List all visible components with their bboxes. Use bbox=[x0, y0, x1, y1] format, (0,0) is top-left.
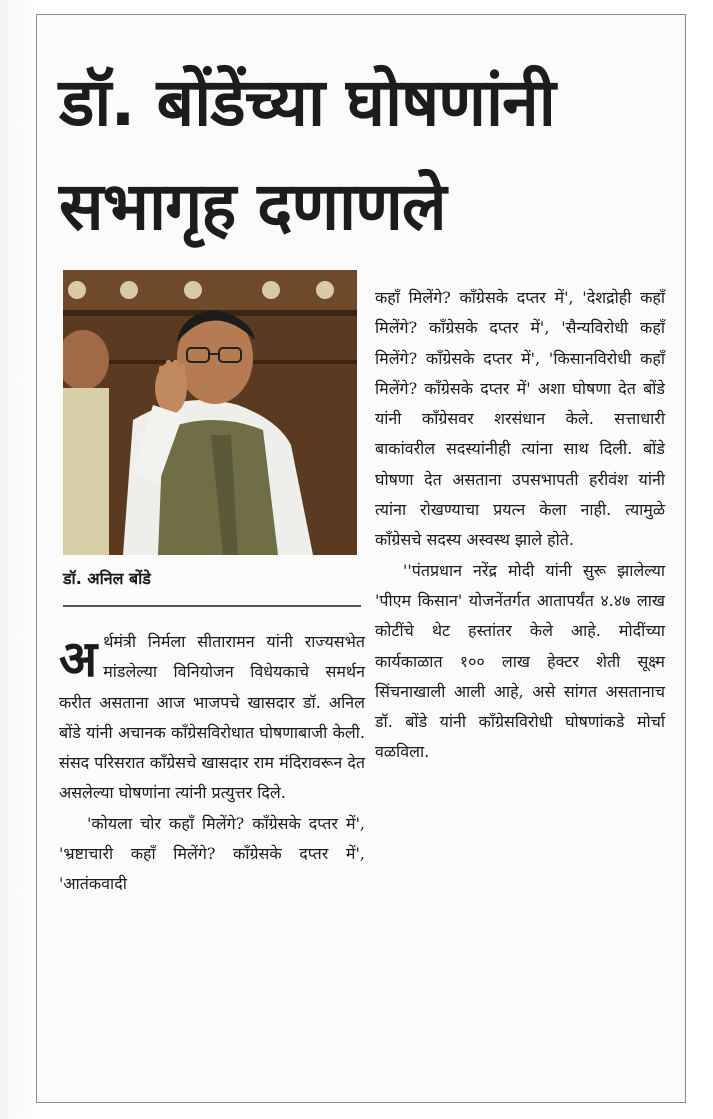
article-paragraph-1 bbox=[59, 627, 365, 809]
article-column-right bbox=[375, 283, 665, 768]
article-paragraph-2-continued: कहाँ मिलेंगे? काँग्रेसके दप्तर में', 'देशद्रोही कहाँ मिलेंगे? काँग्रेसके दप्तर में', 'सैन्यविरोधी कहाँ मिलेंगे? काँग्रेसके दप्तर में', 'किसानविरोधी कहाँ मिलेंगे? काँग्रेसके दप्तर में' अशा घोषणा देत बोंडे यांनी काँग्रेसवर शरसंधान केले. सत्ताधारी बाकांवरील सदस्यांनीही त्यांना साथ दिली. बोंडे घोषणा देत असताना उपसभापती हरीवंश यांनी त्यांना रोखण्याचा प्रयत्न केला नाही. त्यामुळे काँग्रेसचे सदस्य अस्वस्थ झाले होते. bbox=[375, 288, 665, 550]
article-paragraph-2-start: 'कोयला चोर कहाँ मिलेंगे? काँग्रेसके दप्तर में', 'भ्रष्टाचारी कहाँ मिलेंगे? काँग्रेसके दप्तर में', 'आतंकवादी bbox=[59, 813, 365, 894]
headline-line-1: डॉ. बोंडेंच्या घोषणांनी bbox=[59, 64, 555, 141]
article-photo bbox=[63, 270, 357, 555]
speaker-photo-illustration bbox=[63, 270, 357, 555]
caption-divider bbox=[63, 605, 361, 607]
drop-cap: अ bbox=[59, 629, 98, 688]
article-column-left bbox=[59, 627, 365, 900]
article-headline bbox=[59, 51, 669, 259]
paragraph-1-text: र्थमंत्री निर्मला सीतारामन यांनी राज्यसभेत मांडलेल्या विनियोजन विधेयकाचे समर्थन करीत असताना आज भाजपचे खासदार डॉ. अनिल बोंडे यांनी अचानक काँग्रेसविरोधात घोषणाबाजी केली. संसद परिसरात काँग्रेसचे खासदार राम मंदिरावरून देत असलेल्या घोषणांना त्यांनी प्रत्युत्तर दिले. bbox=[59, 632, 365, 803]
page-margin-shade bbox=[0, 0, 36, 1119]
headline-line-2: सभागृह दणाणले bbox=[59, 168, 446, 245]
photo-caption: डॉ. अनिल बोंडे bbox=[63, 569, 151, 588]
newspaper-clipping bbox=[36, 14, 686, 1103]
article-paragraph-3: ''पंतप्रधान नरेंद्र मोदी यांनी सुरू झालेल्या 'पीएम किसान' योजनेंतर्गत आतापर्यंत ४.४७ लाख कोटींचे थेट हस्तांतर केले आहे. मोदींच्या कार्यकाळात १०० लाख हेक्टर शेती सूक्ष्म सिंचनाखाली आली आहे, असे सांगत असतानाच डॉ. बोंडे यांनी काँग्रेसविरोधी घोषणांकडे मोर्चा वळविला. bbox=[375, 560, 665, 762]
